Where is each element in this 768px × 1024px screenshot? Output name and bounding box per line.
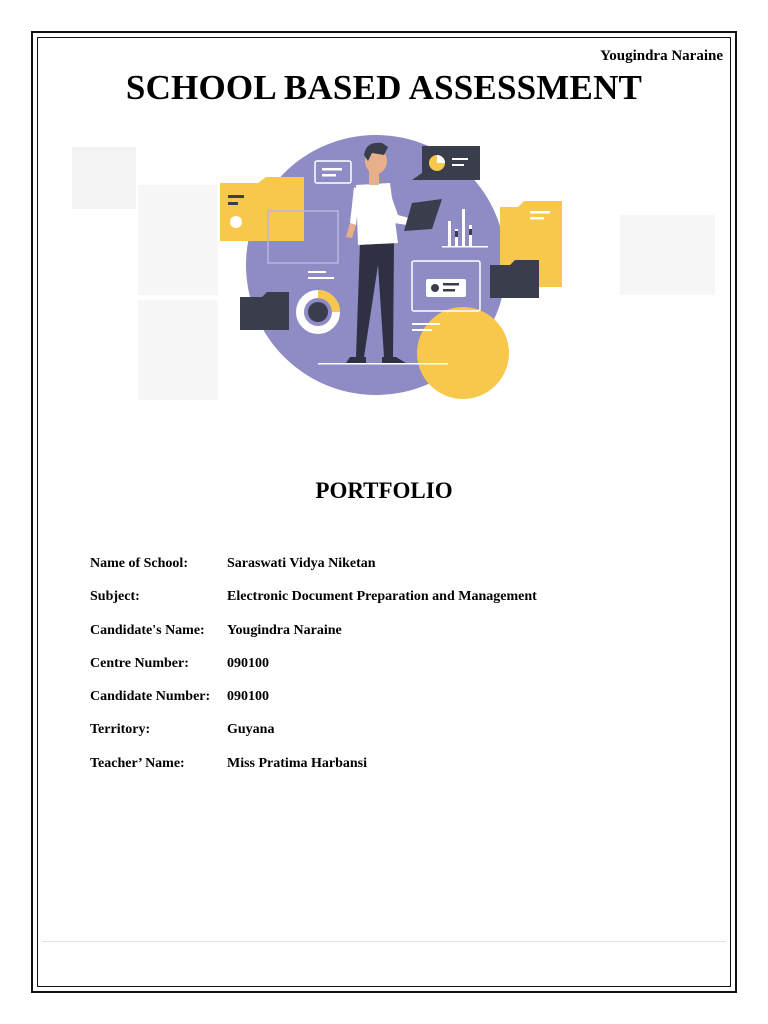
page-title: SCHOOL BASED ASSESSMENT [125, 68, 643, 107]
info-value: Yougindra Naraine [227, 622, 342, 638]
text-line [308, 271, 326, 273]
text-line [308, 277, 334, 279]
info-label: Candidate's Name: [90, 622, 205, 638]
info-value: Electronic Document Preparation and Management [227, 589, 537, 605]
text-line [412, 329, 432, 331]
cover-illustration [60, 125, 720, 410]
background-block [138, 185, 218, 295]
info-row-centre-number [90, 656, 537, 689]
info-value: Miss Pratima Harbansi [227, 755, 367, 771]
header-author-name: Yougindra Naraine [600, 48, 723, 64]
dark-folder-icon [240, 292, 289, 330]
info-row-subject [90, 589, 537, 622]
floor-line [318, 363, 448, 365]
background-block [138, 300, 218, 400]
info-row-candidate-name [90, 623, 537, 656]
info-label: Territory: [90, 722, 151, 738]
candidate-info-table [90, 556, 537, 789]
background-block [620, 215, 715, 295]
info-label: Centre Number: [90, 655, 189, 671]
info-row-territory [90, 722, 537, 755]
pie-chart-card-icon [412, 146, 480, 180]
footer-divider [42, 941, 726, 942]
folder-icon [220, 177, 304, 241]
dark-folder-icon [490, 260, 539, 298]
info-row-candidate-number [90, 689, 537, 722]
info-value: 090100 [227, 655, 269, 671]
info-value: Guyana [227, 722, 275, 738]
info-value: 090100 [227, 689, 269, 705]
info-label: Teacher’ Name: [90, 755, 185, 771]
text-line [412, 323, 440, 325]
portfolio-title: PORTFOLIO [315, 478, 453, 503]
background-block [72, 147, 136, 209]
info-label: Candidate Number: [90, 689, 211, 705]
info-row-teacher-name [90, 756, 537, 789]
info-label: Name of School: [90, 556, 188, 571]
info-row-school [90, 556, 537, 589]
info-label: Subject: [90, 589, 140, 605]
info-value: Saraswati Vidya Niketan [227, 556, 376, 571]
